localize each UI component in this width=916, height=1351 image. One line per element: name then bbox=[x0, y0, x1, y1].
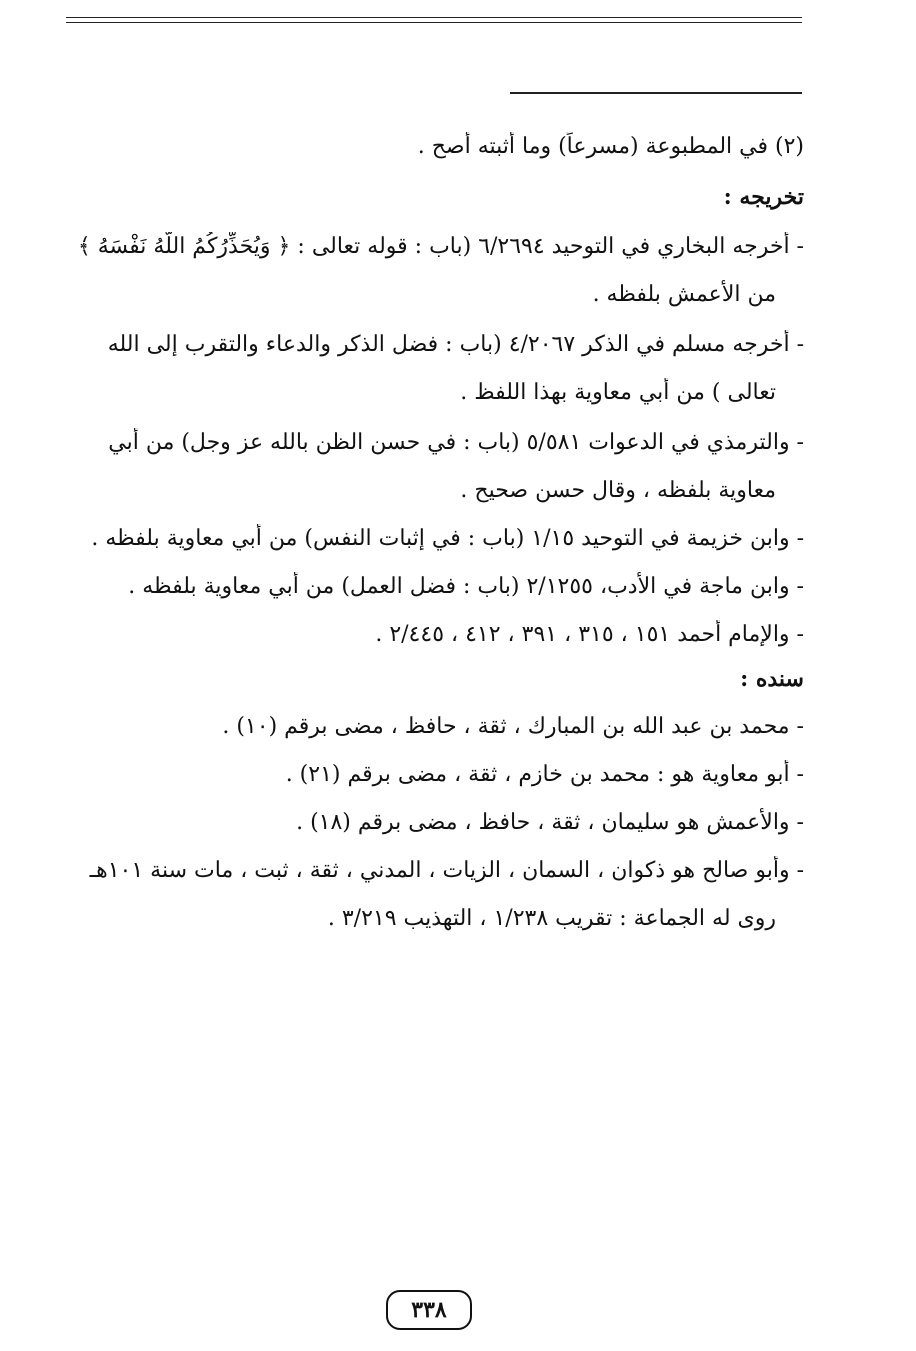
page-number: ٣٣٨ bbox=[386, 1290, 472, 1330]
header-rule-bottom bbox=[66, 22, 802, 23]
sanad-line-2: - أبو معاوية هو : محمد بن خازم ، ثقة ، مضى برقم (٢١) . bbox=[285, 762, 804, 787]
sanad-heading: سنده : bbox=[740, 666, 804, 692]
sanad-line-1: - محمد بن عبد الله بن المبارك ، ثقة ، حافظ ، مضى برقم (١٠) . bbox=[222, 714, 804, 739]
takhrij-line-8: - وابن ماجة في الأدب، ٢/١٢٥٥ (باب : فضل العمل) من أبي معاوية بلفظه . bbox=[128, 574, 804, 599]
takhrij-line-9: - والإمام أحمد ١٥١ ، ٣١٥ ، ٣٩١ ، ٤١٢ ، ٢/٤٤٥ . bbox=[375, 622, 804, 647]
takhrij-line-3: - أخرجه مسلم في الذكر ٤/٢٠٦٧ (باب : فضل الذكر والدعاء والتقرب إلى الله bbox=[107, 332, 804, 357]
takhrij-line-7: - وابن خزيمة في التوحيد ١/١٥ (باب : في إثبات النفس) من أبي معاوية بلفظه . bbox=[91, 526, 804, 551]
header-rule-top bbox=[66, 17, 802, 18]
takhrij-heading: تخريجه : bbox=[723, 184, 804, 210]
takhrij-line-6: معاوية بلفظه ، وقال حسن صحيح . bbox=[460, 478, 776, 503]
takhrij-line-5: - والترمذي في الدعوات ٥/٥٨١ (باب : في حسن الظن بالله عز وجل) من أبي bbox=[108, 430, 804, 455]
takhrij-line-1: - أخرجه البخاري في التوحيد ٦/٢٦٩٤ (باب : قوله تعالى : ﴿ وَيُحَذِّرُكُمُ اللّهُ نَفْسَهُ ﴾ bbox=[77, 234, 804, 259]
sanad-line-5: روى له الجماعة : تقريب ١/٢٣٨ ، التهذيب ٣/٢١٩ . bbox=[327, 906, 776, 931]
sanad-line-4: - وأبو صالح هو ذكوان ، السمان ، الزيات ، المدني ، ثقة ، ثبت ، مات سنة ١٠١هـ bbox=[89, 858, 804, 883]
takhrij-line-4: تعالى ) من أبي معاوية بهذا اللفظ . bbox=[460, 380, 776, 405]
footnote-separator bbox=[510, 92, 802, 94]
takhrij-line-2: من الأعمش بلفظه . bbox=[592, 282, 776, 307]
footnote-text: (٢) في المطبوعة (مسرعاً) وما أثبته أصح . bbox=[417, 134, 804, 159]
sanad-line-3: - والأعمش هو سليمان ، ثقة ، حافظ ، مضى برقم (١٨) . bbox=[296, 810, 804, 835]
